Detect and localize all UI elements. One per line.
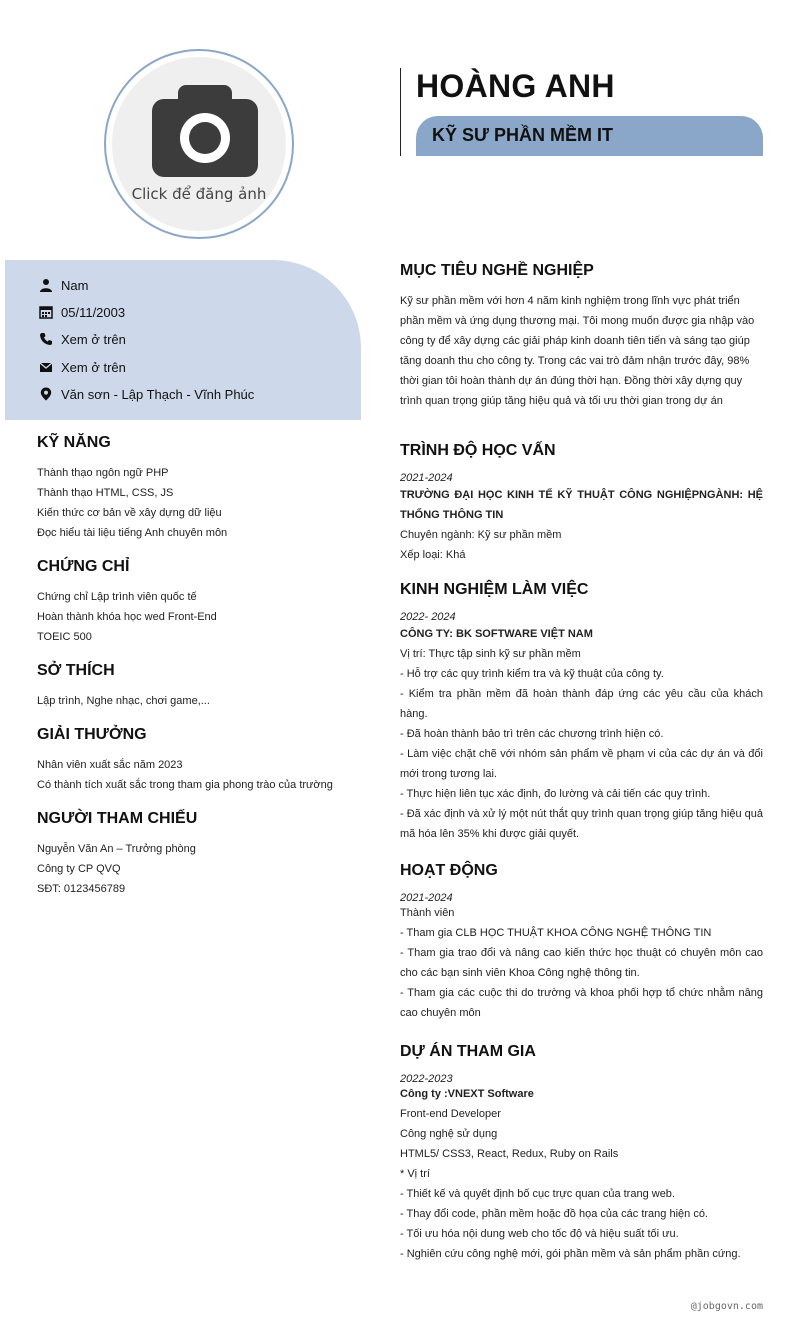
watermark: @jobgovn.com [690,1301,763,1312]
objective-heading: MỤC TIÊU NGHỀ NGHIỆP [400,262,594,279]
experience-line: - Làm việc chặt chẽ với nhóm sản phẩm về phạm vi của các dự án và đổi mới trong tương lai. [400,748,763,780]
gender-value: Nam [61,277,89,293]
contact-gender [39,275,88,295]
position-title: KỸ SƯ PHẦN MỀM IT [432,125,613,145]
contact-birthday [39,302,125,322]
certificate-item: Chứng chỉ Lập trình viên quốc tế [37,591,197,603]
address-value: Văn sơn - Lập Thạch - Vĩnh Phúc [61,386,255,402]
certificates-list [37,587,357,647]
education-heading: TRÌNH ĐỘ HỌC VẤN [400,442,556,459]
certificate-item: TOEIC 500 [37,631,92,643]
projects-entry [400,1073,763,1264]
experience-line: - Kiểm tra phần mềm đã hoàn thành đáp ứng các yêu cầu của khách hàng. [400,688,763,720]
reference-item: Công ty CP QVQ [37,863,121,875]
avatar-placeholder [112,57,286,231]
experience-line: - Thực hiện liên tục xác định, đo lường và cải tiến các quy trình. [400,788,711,800]
person-icon [39,278,53,292]
activities-line: - Tham gia trao đổi và nâng cao kiến thức học thuật có chuyên môn cao cho các bạn sinh viên Khoa Công nghệ thông tin. [400,947,763,979]
projects-line: - Nghiên cứu công nghệ mới, gói phần mềm và sản phẩm phần cứng. [400,1248,741,1260]
hobbies-heading: SỞ THÍCH [37,662,115,679]
experience-line: Vị trí: Thực tập sinh kỹ sư phần mềm [400,648,581,660]
projects-line: Công nghệ sử dụng [400,1128,498,1140]
skill-item: Đọc hiểu tài liệu tiếng Anh chuyên môn [37,527,228,539]
experience-entry [400,611,763,844]
experience-heading: KINH NGHIỆM LÀM VIỆC [400,581,589,598]
projects-date: 2022-2023 [400,1073,453,1085]
contact-address [39,384,254,404]
certificate-item: Hoàn thành khóa học wed Front-End [37,611,217,623]
experience-date: 2022- 2024 [400,611,456,623]
contact-phone [39,329,126,349]
calendar-icon [39,305,53,319]
reference-item: SĐT: 0123456789 [37,883,126,895]
avatar-upload-label: Click để đăng ảnh [131,185,267,203]
projects-line: * Vị trí [400,1168,430,1180]
experience-line: - Hỗ trợ các quy trình kiểm tra và kỹ thuật của công ty. [400,668,664,680]
objective-text: Kỹ sư phần mềm với hơn 4 năm kinh nghiệm trong lĩnh vực phát triển phần mềm và ứng dụng thương mại. Tôi mong muốn được gia nhập vào công ty để xây dựng các giải pháp kinh doanh tiên tiến và sáng tạo giúp tăng doanh thu cho công ty. Trong các vai trò đảm nhận trước đây, 98% thời gian tôi hoàn thành dự án đúng thời hạn. Đồng thời xây dựng quy trình quan trọng giúp tăng hiệu quả và tối ưu thời gian trong dự án [400,295,755,407]
contact-panel [5,260,361,420]
email-value: Xem ở trên [61,359,126,375]
experience-company: CÔNG TY: BK SOFTWARE VIỆT NAM [400,628,593,640]
education-major: Chuyên ngành: Kỹ sư phần mềm [400,529,562,541]
activities-heading: HOẠT ĐỘNG [400,862,498,879]
activities-date: 2021-2024 [400,892,453,904]
activities-line: - Tham gia các cuộc thi do trường và khoa phối hợp tổ chức nhằm nâng cao chuyên môn [400,987,763,1019]
birthday-value: 05/11/2003 [61,304,126,320]
references-list [37,839,357,899]
header-divider [400,68,401,156]
projects-line: - Thay đổi code, phần mềm hoặc đồ họa của các trang hiện có. [400,1208,708,1220]
phone-value: Xem ở trên [61,331,126,347]
certificates-heading: CHỨNG CHỈ [37,558,130,575]
skills-heading: KỸ NĂNG [37,434,111,451]
camera-icon [152,85,258,177]
awards-heading: GIẢI THƯỞNG [37,726,147,743]
skill-item: Thành thạo HTML, CSS, JS [37,487,174,499]
award-item: Nhân viên xuất sắc năm 2023 [37,759,183,771]
education-date: 2021-2024 [400,472,453,484]
education-school: TRƯỜNG ĐẠI HỌC KINH TẾ KỸ THUẬT CÔNG NGHIỆPNGÀNH: HỆ THỐNG THÔNG TIN [400,489,763,521]
candidate-name: HOÀNG ANH [416,68,615,104]
hobbies-list [37,691,357,711]
skill-item: Kiến thức cơ bản về xây dựng dữ liệu [37,507,222,519]
award-item: Có thành tích xuất sắc trong tham gia phong trào của trường [37,779,333,791]
awards-list [37,755,357,795]
avatar-upload[interactable] [104,49,294,239]
reference-item: Nguyễn Văn An – Trưởng phòng [37,843,196,855]
skills-list [37,463,357,543]
activities-line: Thành viên [400,907,455,919]
phone-icon [39,332,53,346]
projects-line: Front-end Developer [400,1108,501,1120]
experience-line: - Đã hoàn thành bảo trì trên các chương trình hiện có. [400,728,664,740]
projects-line: - Thiết kế và quyết định bố cục trực quan của trang web. [400,1188,675,1200]
projects-line: - Tối ưu hóa nội dung web cho tốc độ và hiệu suất tối ưu. [400,1228,679,1240]
location-pin-icon [39,387,53,401]
projects-line: HTML5/ CSS3, React, Redux, Ruby on Rails [400,1148,619,1160]
hobby-item: Lập trình, Nghe nhạc, chơi game,... [37,695,210,707]
experience-line: - Đã xác định và xử lý một nút thắt quy trình quan trọng giúp tăng hiệu quả mã hóa lên 35% khi được giải quyết. [400,808,763,840]
skill-item: Thành thạo ngôn ngữ PHP [37,467,169,479]
position-banner [416,116,763,156]
projects-company: Công ty :VNEXT Software [400,1088,534,1100]
education-entry [400,472,763,565]
references-heading: NGƯỜI THAM CHIẾU [37,810,198,827]
contact-email [39,357,126,377]
activities-line: - Tham gia CLB HỌC THUẬT KHOA CÔNG NGHỆ THÔNG TIN [400,927,712,939]
education-rank: Xếp loại: Khá [400,549,466,561]
mail-icon [39,360,53,374]
activities-entry [400,892,763,1023]
projects-heading: DỰ ÁN THAM GIA [400,1043,536,1060]
